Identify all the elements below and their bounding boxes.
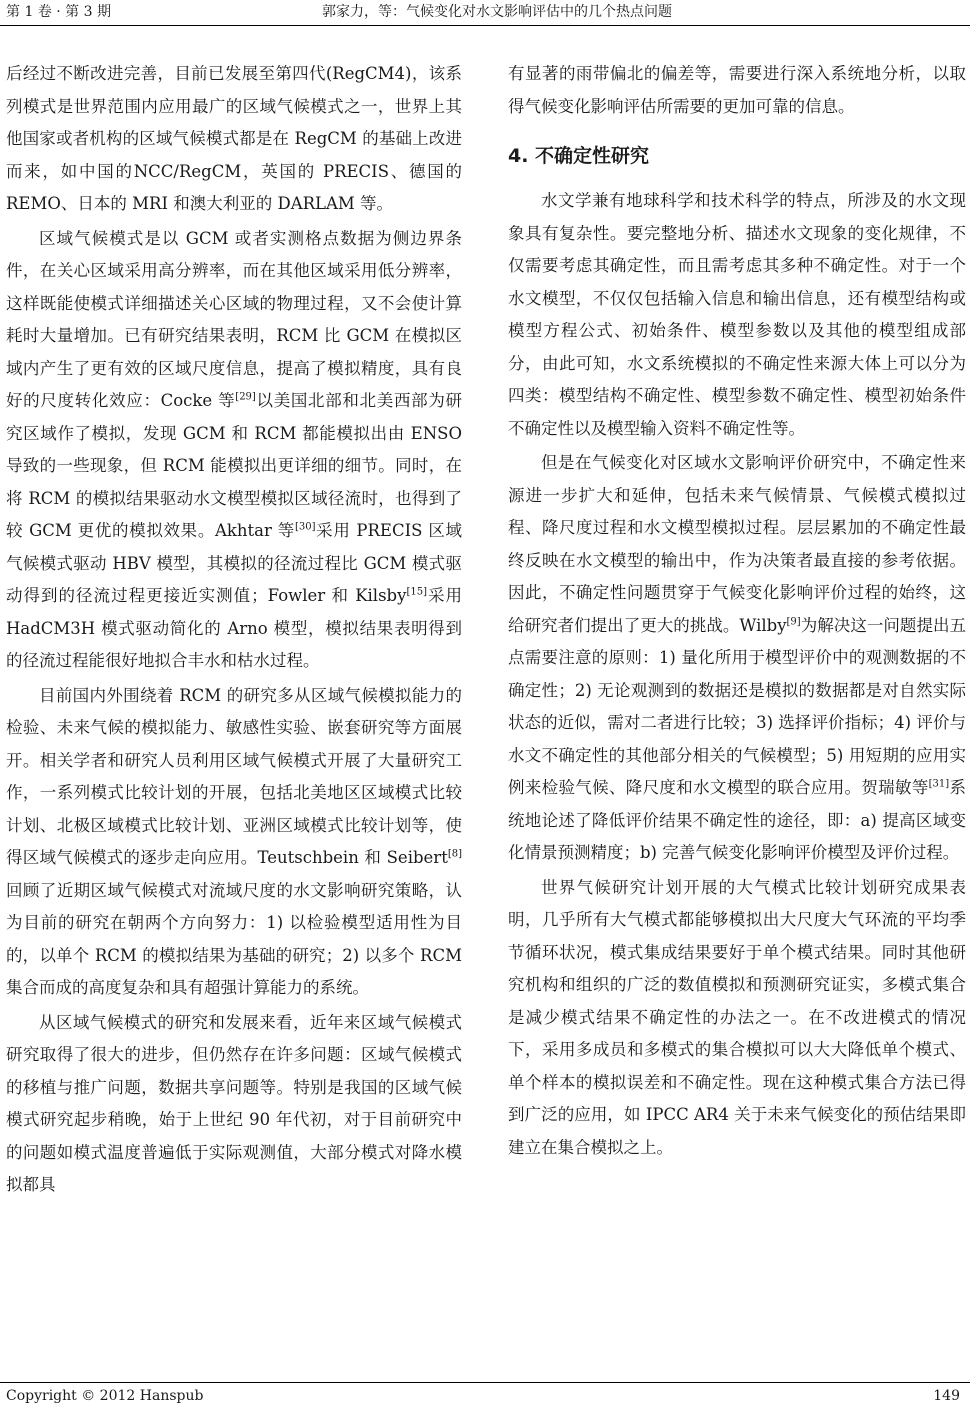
paragraph-climate-uncertainty <box>508 447 966 870</box>
text-run: 采用 HadCM3H 模式驱动简化的 Arno 模型，模拟结果表明得到的径流过程能很好地拟合丰水和枯水过程。 <box>6 586 462 670</box>
paragraph-ensemble: 世界气候研究计划开展的大气模式比较计划研究成果表明，几乎所有大气模式都能够模拟出大尺度大气环流的平均季节循环状况，模式集成结果要好于单个模式结果。同时其他研究机构和组织的广泛的数值模拟和预测研究证实，多模式集合是减少模式结果不确定性的办法之一。在不改进模式的情况下，采用多成员和多模式的集合模拟可以大大降低单个模式、单个样本的模拟误差和不确定性。现在这种模式集合方法已得到广泛的应用，如 IPCC AR4 关于未来气候变化的预估结果即建立在集合模拟之上。 <box>508 877 966 1157</box>
text-run: 回顾了近期区域气候模式对流域尺度的水文影响研究策略，认为目前的研究在朝两个方向努力：1) 以检验模型适用性为目的，以单个 RCM 的模拟结果为基础的研究；2) 以多个 RCM 集合而成的高度复杂和具有超强计算能力的系统。 <box>6 880 462 997</box>
footer-rule <box>0 1382 970 1383</box>
text-run: 以美国北部和北美西部为研究区域作了模拟，发现 GCM 和 RCM 都能模拟出由 ENSO 导致的一些现象，但 RCM 能模拟出更详细的细节。同时，在将 RCM 的模拟结果驱动水文模型模拟区域径流时，也得到了较 GCM 更优的模拟效果。Akhtar 等 <box>6 391 462 540</box>
text-run: 系统地论述了降低评价结果不确定性的途径，即：a) 提高区域变化情景预测精度；b) 完善气候变化影响评价模型及评价过程。 <box>508 778 967 862</box>
citation-ref[interactable]: [15] <box>406 586 427 598</box>
section-heading-uncertainty: 4. 不确定性研究 <box>508 145 650 167</box>
copyright-notice: Copyright © 2012 Hanspub <box>6 1388 204 1404</box>
left-column <box>6 58 462 1202</box>
citation-ref[interactable]: [8] <box>447 848 462 860</box>
right-column <box>508 58 966 1164</box>
text-run: 目前国内外围绕着 RCM 的研究多从区域气候模拟能力的检验、未来气候的模拟能力、敏感性实验、嵌套研究等方面展开。相关学者和研究人员利用区域气候模式开展了大量研究工作，一系列模式比较计划的开展，包括北美地区区域模式比较计划、北极区域模式比较计划、亚洲区域模式比较计划等，使得区域气候模式的逐步走向应用。Teutschbein 和 Seibert <box>6 685 462 867</box>
citation-ref[interactable]: [31] <box>928 778 950 790</box>
text-run: 区域气候模式是以 GCM 或者实测格点数据为侧边界条件，在关心区域采用高分辨率，而在其他区域采用低分辨率，这样既能使模式详细描述关心区域的物理过程，又不会使计算耗时大量增加。已有研究结果表明，RCM 比 GCM 在模拟区域内产生了更有效的区域尺度信息，提高了模拟精度，具有良好的尺度转化效应：Cocke 等 <box>6 228 462 410</box>
paragraph-rcm-boundary <box>6 223 462 678</box>
journal-volume: 第 1 卷 · 第 3 期 <box>6 4 111 20</box>
running-title: 郭家力，等：气候变化对水文影响评估中的几个热点问题 <box>322 4 672 20</box>
paragraph-regcm-continuation: 后经过不断改进完善，目前已发展至第四代(RegCM4)，该系列模式是世界范围内应用最广的区域气候模式之一，世界上其他国家或者机构的区域气候模式都是在 RegCM 的基础上改进而来，如中国的NCC/RegCM，英国的 PRECIS、德国的 REMO、日本的 MRI 和澳大利亚的 DARLAM 等。 <box>6 64 462 213</box>
paragraph-hydrology-uncertainty: 水文学兼有地球科学和技术科学的特点，所涉及的水文现象具有复杂性。要完整地分析、描述水文现象的变化规律，不仅需要考虑其确定性，而且需考虑其多种不确定性。对于一个水文模型，不仅仅包括输入信息和输出信息，还有模型结构或模型方程公式、初始条件、模型参数以及其他的模型组成部分，由此可知，水文系统模拟的不确定性来源大体上可以分为四类：模型结构不确定性、模型参数不确定性、模型初始条件不确定性以及模型输入资料不确定性等。 <box>508 191 966 438</box>
text-run: 采用 PRECIS 区域气候模式驱动 HBV 模型，其模拟的径流过程比 GCM 模式驱动得到的径流过程更接近实测值；Fowler 和 Kilsby <box>6 521 462 605</box>
citation-ref[interactable]: [30] <box>294 521 316 533</box>
header-rule <box>0 25 970 26</box>
citation-ref[interactable]: [29] <box>235 391 256 403</box>
paragraph-rcm-problems: 从区域气候模式的研究和发展来看，近年来区域气候模式研究取得了很大的进步，但仍然存在许多问题：区域气候模式的移植与推广问题，数据共享问题等。特别是我国的区域气候模式研究起步稍晚，始于上世纪 90 年代初，对于目前研究中的问题如模式温度普遍低于实际观测值，大部分模式对降水模拟都具 <box>6 1012 462 1194</box>
page-header <box>0 0 970 28</box>
text-run: 但是在气候变化对区域水文影响评价研究中，不确定性来源进一步扩大和延伸，包括未来气候情景、气候模式模拟过程、降尺度过程和水文模型模拟过程。层层累加的不确定性最终反映在水文模型的输出中，作为决策者最直接的参考依据。因此，不确定性问题贯穿于气候变化影响评价过程的始终，这给研究者们提出了更大的挑战。Wilby <box>508 453 966 635</box>
page-number: 149 <box>933 1388 960 1404</box>
paragraph-rcm-research <box>6 680 462 1005</box>
text-run: 为解决这一问题提出五点需要注意的原则：1) 量化所用于模型评价中的观测数据的不确定性；2) 无论观测到的数据还是模拟的数据都是对自然实际状态的近似，需对二者进行比较；3) 选择评价指标；4) 评价与水文不确定性的其他部分相关的气候模型；5) 用短期的应用实例来检验气候、降尺度和水文模型的联合应用。贺瑞敏等 <box>508 615 967 797</box>
paragraph-continuation: 有显著的雨带偏北的偏差等，需要进行深入系统地分析，以取得气候变化影响评估所需要的更加可靠的信息。 <box>508 64 966 116</box>
citation-ref[interactable]: [9] <box>786 616 801 627</box>
page-footer <box>0 1388 970 1412</box>
